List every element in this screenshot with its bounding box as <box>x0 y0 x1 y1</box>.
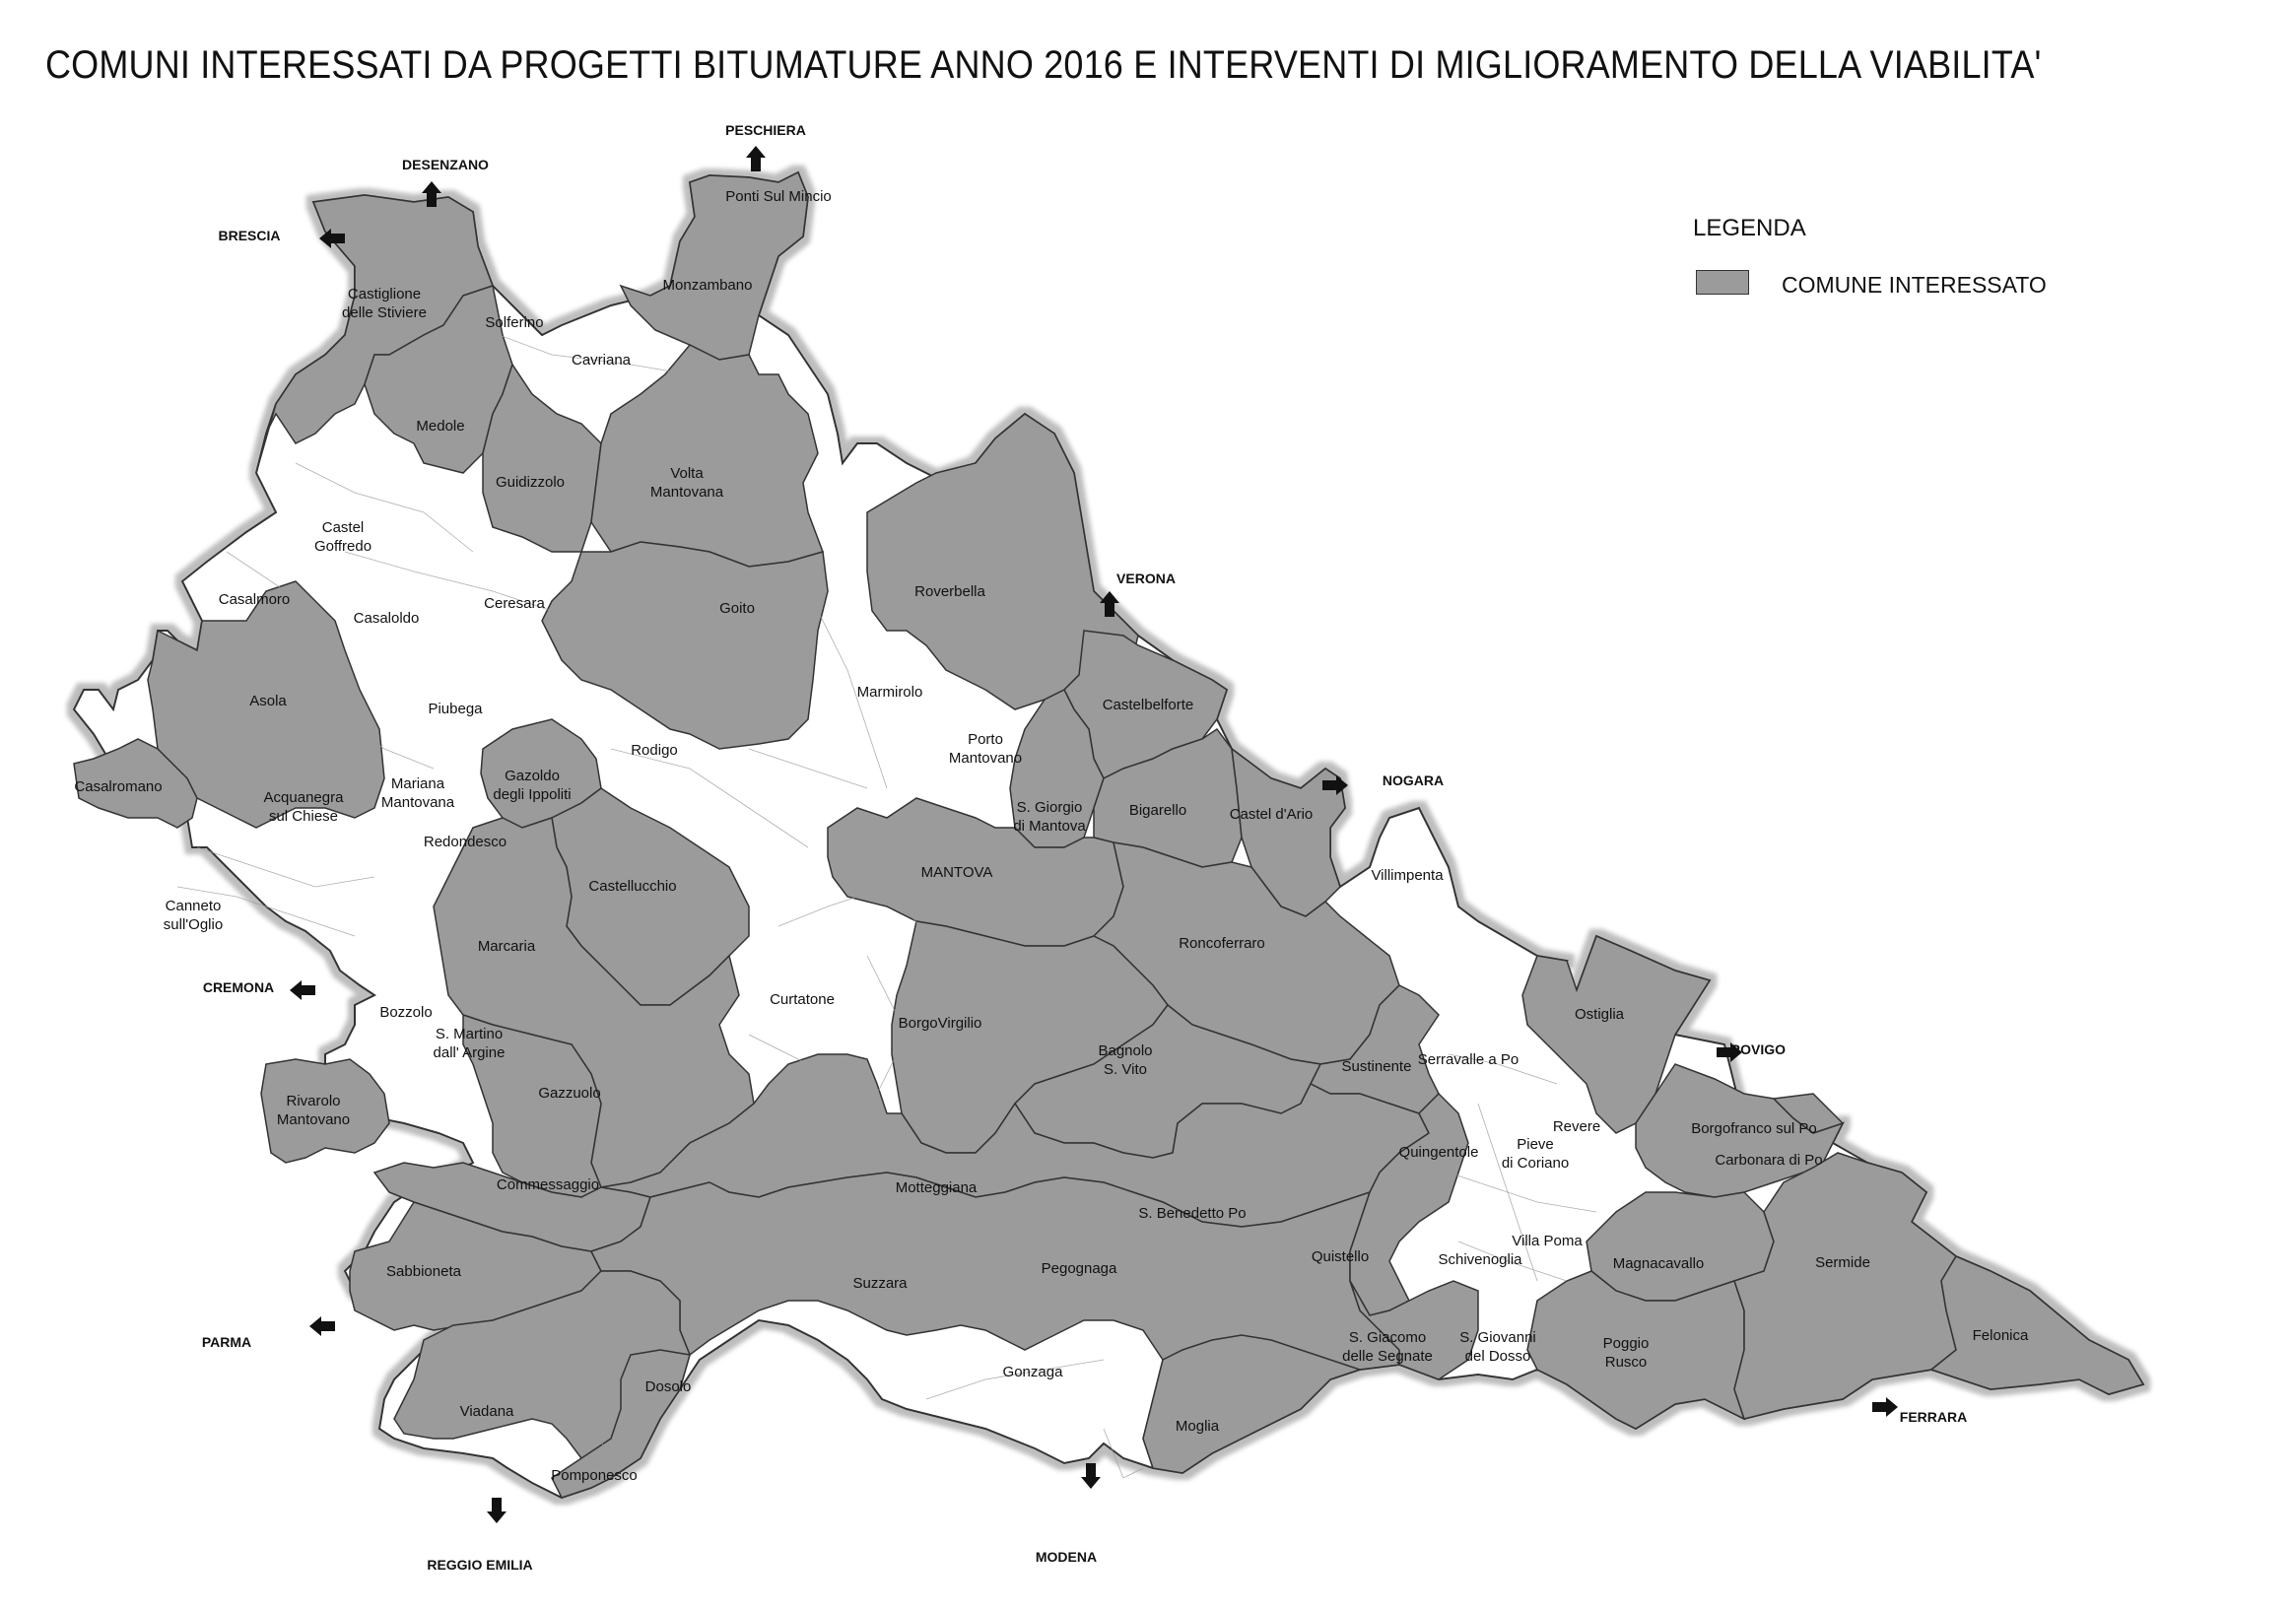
label-line: Rodigo <box>631 742 678 759</box>
label-line: S. Giacomo <box>1348 1329 1427 1346</box>
arrow-icon <box>487 1498 506 1523</box>
region-felonica <box>1931 1256 2143 1394</box>
arrow-icon <box>1081 1463 1101 1489</box>
label-line: Suzzara <box>852 1275 908 1292</box>
label-solferino <box>485 314 543 331</box>
label-line: Moglia <box>1175 1418 1220 1435</box>
direction-ferrara <box>1872 1397 1967 1425</box>
label-quingentole <box>1399 1144 1479 1161</box>
label-line: Gonzaga <box>1002 1364 1063 1380</box>
label-marcaria <box>478 938 536 955</box>
label-curtatone <box>770 991 835 1008</box>
label-line: Felonica <box>1972 1327 2029 1344</box>
label-piubega <box>428 701 483 717</box>
label-line: Piubega <box>428 701 483 717</box>
label-line: Ostiglia <box>1574 1006 1625 1023</box>
direction-cremona <box>203 979 315 1000</box>
label-sabbioneta <box>386 1263 462 1280</box>
legend-item-label: COMUNE INTERESSATO <box>1782 272 2047 298</box>
legend-title: LEGENDA <box>1693 215 1806 241</box>
label-line: Acquanegra <box>263 789 344 806</box>
label-line: S. Giovanni <box>1459 1329 1536 1346</box>
label-line: Gazoldo <box>505 768 560 784</box>
direction-label: CREMONA <box>202 979 275 995</box>
label-line: Monzambano <box>662 277 753 294</box>
arrow-icon <box>746 146 766 171</box>
label-line: Porto <box>968 731 1003 748</box>
label-line: Ceresara <box>484 595 545 612</box>
label-line: Schivenoglia <box>1438 1251 1522 1268</box>
label-line: Quingentole <box>1398 1144 1479 1161</box>
label-line: Castiglione <box>347 286 422 302</box>
label-sbenedetto <box>1138 1205 1246 1222</box>
label-line: Castelbelforte <box>1102 697 1194 713</box>
label-line: MANTOVA <box>920 864 993 881</box>
label-marmirolo <box>857 684 923 701</box>
label-line: delle Stiviere <box>342 304 427 321</box>
direction-label: BRESCIA <box>218 228 281 243</box>
label-line: Villimpenta <box>1371 867 1444 884</box>
label-ponti <box>725 188 832 205</box>
label-cavriana <box>572 352 632 369</box>
label-line: Rusco <box>1604 1354 1648 1371</box>
label-line: Sabbioneta <box>386 1263 461 1280</box>
label-line: dall' Argine <box>433 1044 506 1061</box>
label-line: Viadana <box>459 1403 514 1420</box>
label-revere <box>1553 1118 1600 1135</box>
label-line: S. Vito <box>1104 1061 1147 1078</box>
label-castellucchio <box>588 878 676 895</box>
label-line: Mantovana <box>649 484 724 501</box>
label-borgovirgilio <box>899 1015 982 1032</box>
label-line: Borgofranco sul Po <box>1691 1120 1817 1137</box>
label-pegognaga <box>1042 1260 1117 1277</box>
label-line: Canneto <box>165 898 222 914</box>
label-line: Castel d'Ario <box>1229 806 1314 823</box>
label-quistello <box>1312 1248 1369 1265</box>
arrow-icon <box>1872 1397 1898 1417</box>
label-line: Medole <box>416 418 465 435</box>
label-moglia <box>1176 1418 1220 1435</box>
arrow-icon <box>309 1316 335 1336</box>
label-casteldario <box>1230 806 1314 823</box>
label-line: sull'Oglio <box>163 916 224 933</box>
label-casaloldo <box>354 610 420 627</box>
label-dosolo <box>645 1378 692 1395</box>
label-line: Pomponesco <box>551 1467 638 1484</box>
label-line: S. Benedetto Po <box>1138 1205 1247 1222</box>
label-line: Roverbella <box>914 583 985 600</box>
direction-label: VERONA <box>1116 571 1176 586</box>
label-line: Curtatone <box>770 991 835 1008</box>
label-guidizzolo <box>496 474 565 491</box>
label-line: Magnacavallo <box>1612 1255 1705 1272</box>
label-line: S. Giorgio <box>1016 799 1083 816</box>
label-line: Mantovano <box>276 1111 351 1128</box>
label-line: Asola <box>249 693 287 709</box>
direction-label: FERRARA <box>1899 1409 1968 1425</box>
label-magnacavallo <box>1613 1255 1705 1272</box>
legend-swatch <box>1696 270 1749 295</box>
label-line: Motteggiana <box>895 1179 978 1196</box>
label-line: Rivarolo <box>286 1093 341 1109</box>
label-sustinente <box>1342 1058 1412 1075</box>
direction-label: ROVIGO <box>1729 1041 1787 1057</box>
label-castelbelforte <box>1103 697 1194 713</box>
label-roverbella <box>914 583 985 600</box>
label-casalmoro <box>219 591 291 608</box>
label-rodigo <box>631 742 678 759</box>
label-line: delle Segnate <box>1342 1348 1433 1365</box>
label-line: BorgoVirgilio <box>898 1015 982 1032</box>
label-line: Commessaggio <box>496 1176 600 1193</box>
label-line: Sermide <box>1815 1254 1870 1271</box>
label-line: Solferino <box>485 314 544 331</box>
label-roncoferraro <box>1179 935 1265 952</box>
label-carbonara <box>1715 1152 1822 1169</box>
label-commessaggio <box>497 1176 599 1193</box>
label-line: Castellucchio <box>588 878 677 895</box>
label-line: Sustinente <box>1341 1058 1412 1075</box>
label-line: Mantovano <box>948 750 1023 767</box>
map-title: COMUNI INTERESSATI DA PROGETTI BITUMATURE ANNO 2016 E INTERVENTI DI MIGLIORAMENTO DELLA VIABILITA' <box>45 43 2042 87</box>
label-line: Redondesco <box>423 834 507 850</box>
label-line: Bozzolo <box>379 1004 433 1021</box>
label-line: Volta <box>670 465 704 482</box>
label-viadana <box>460 1403 514 1420</box>
label-line: Guidizzolo <box>495 474 566 491</box>
label-line: Pieve <box>1517 1136 1554 1153</box>
label-redondesco <box>424 834 506 850</box>
label-line: Casaloldo <box>353 610 420 627</box>
label-line: Pegognaga <box>1041 1260 1117 1277</box>
label-line: S. Martino <box>435 1026 504 1042</box>
label-schivenoglia <box>1438 1251 1522 1268</box>
arrow-icon <box>290 980 315 1000</box>
label-casalromano <box>74 778 162 795</box>
label-gonzaga <box>1003 1364 1064 1380</box>
label-borgofranco <box>1691 1120 1817 1137</box>
label-line: Carbonara di Po <box>1715 1152 1823 1169</box>
label-line: Bigarello <box>1128 802 1187 819</box>
direction-parma <box>202 1316 335 1350</box>
label-line: Quistello <box>1311 1248 1370 1265</box>
direction-label: PESCHIERA <box>725 122 806 138</box>
label-line: Poggio <box>1602 1335 1650 1352</box>
direction-verona <box>1100 571 1176 617</box>
label-ostiglia <box>1575 1006 1625 1023</box>
label-bozzolo <box>379 1004 432 1021</box>
direction-label: NOGARA <box>1382 772 1445 788</box>
direction-label: MODENA <box>1035 1549 1098 1565</box>
label-villimpenta <box>1371 867 1444 884</box>
label-suzzara <box>852 1275 908 1292</box>
label-line: Serravalle a Po <box>1417 1051 1519 1068</box>
label-line: Villa Poma <box>1512 1233 1583 1249</box>
label-line: Casalmoro <box>218 591 291 608</box>
label-asola <box>249 693 287 709</box>
label-line: Marmirolo <box>856 684 923 701</box>
label-villapoma <box>1512 1233 1583 1249</box>
label-motteggiana <box>896 1179 978 1196</box>
direction-label: PARMA <box>201 1334 252 1350</box>
label-line: Mantovana <box>380 794 455 811</box>
label-canneto <box>164 898 223 933</box>
label-line: degli Ippoliti <box>493 786 572 803</box>
label-medole <box>416 418 464 435</box>
direction-label: REGGIO EMILIA <box>427 1557 533 1573</box>
label-line: Marcaria <box>477 938 536 955</box>
label-serravalle <box>1418 1051 1519 1068</box>
label-line: Bagnolo <box>1098 1042 1153 1059</box>
label-line: Roncoferraro <box>1179 935 1265 952</box>
label-goito <box>719 600 755 617</box>
label-line: di Mantova <box>1013 818 1086 835</box>
label-ceresara <box>484 595 545 612</box>
label-pomponesco <box>551 1467 638 1484</box>
label-line: Mariana <box>390 775 445 792</box>
direction-peschiera <box>725 122 806 171</box>
label-line: Gazzuolo <box>538 1085 601 1102</box>
label-bigarello <box>1129 802 1186 819</box>
label-sermide <box>1815 1254 1870 1271</box>
label-line: di Coriano <box>1501 1155 1570 1172</box>
label-line: Cavriana <box>571 352 632 369</box>
label-line: sul Chiese <box>268 808 339 825</box>
label-line: Castel <box>321 519 365 536</box>
label-gazzuolo <box>538 1085 600 1102</box>
label-line: Goffredo <box>313 538 372 555</box>
label-mantova <box>921 864 993 881</box>
label-felonica <box>1973 1327 2029 1344</box>
label-line: Casalromano <box>74 778 163 795</box>
label-line: Revere <box>1552 1118 1601 1135</box>
label-monzambano <box>663 277 753 294</box>
label-line: Dosolo <box>644 1378 692 1395</box>
direction-label: DESENZANO <box>402 157 489 172</box>
label-line: Ponti Sul Mincio <box>725 188 832 205</box>
label-line: del Dosso <box>1464 1348 1531 1365</box>
direction-modena <box>1036 1463 1101 1565</box>
label-line: Goito <box>719 600 755 617</box>
direction-reggio <box>427 1498 532 1573</box>
